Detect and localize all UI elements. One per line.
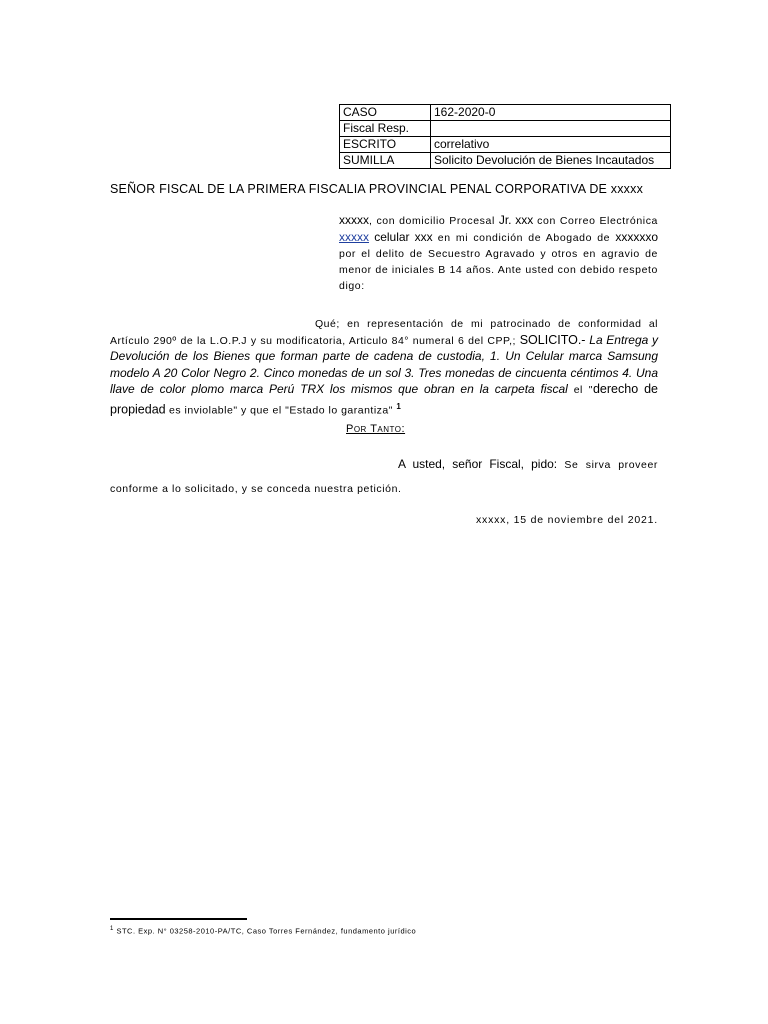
request-text: es inviolable" y que el "Estado lo garantiza" [165, 404, 393, 416]
case-field-value: Solicito Devolución de Bienes Incautados [431, 153, 671, 169]
intro-phone: celular xxx [374, 230, 433, 244]
petition-paragraph [110, 452, 658, 501]
email-link[interactable]: xxxxx [339, 230, 369, 244]
request-text-block [110, 317, 658, 419]
case-info-table [339, 104, 671, 169]
intro-address: Jr. xxx [498, 213, 534, 227]
case-field-value: correlativo [431, 137, 671, 153]
footnote-number: 1 [110, 926, 114, 932]
footnote-divider [110, 918, 247, 920]
request-text: el " [567, 384, 593, 396]
case-field-value [431, 121, 671, 137]
case-field-label: SUMILLA [340, 153, 431, 169]
property-right: derecho de propiedad [110, 382, 658, 416]
case-table-row [340, 121, 671, 137]
case-field-label: ESCRITO [340, 137, 431, 153]
intro-name: xxxxx [339, 213, 369, 227]
case-table-row [340, 137, 671, 153]
case-field-label: Fiscal Resp. [340, 121, 431, 137]
footnote [110, 926, 416, 936]
intro-text: por el delito de Secuestro Agravado y otros en agravio de menor de iniciales B 14 años. Ante usted con debido respeto digo: [339, 248, 658, 292]
petition-text: Se sirva proveer conforme a lo solicitado, y se conceda nuestra petición. [110, 459, 658, 495]
intro-paragraph [339, 212, 658, 294]
solicito-label: SOLICITO.- [519, 332, 586, 347]
date-line: xxxxx, 15 de noviembre del 2021. [475, 514, 658, 526]
request-paragraph [110, 317, 658, 419]
case-field-value: 162-2020-0 [431, 105, 671, 121]
request-text: Qué; en representación de mi patrocinado de conformidad al Artículo 290º de la L.O.P.J y su modificatoria, Articulo 84° numeral 6 del CPP,; [110, 318, 658, 347]
addressee-line: SEÑOR FISCAL DE LA PRIMERA FISCALIA PROVINCIAL PENAL CORPORATIVA DE xxxxx [110, 182, 644, 196]
petition-block [110, 452, 658, 501]
petition-lead: A usted, señor Fiscal, pido: [398, 457, 558, 471]
por-tanto-heading: Por Tanto: [346, 423, 406, 435]
case-field-label: CASO [340, 105, 431, 121]
intro-client: xxxxxxo [615, 230, 658, 244]
intro-text: con Correo Electrónica [533, 215, 658, 227]
intro-text: , con domicilio Procesal [369, 215, 499, 227]
footnote-text: STC. Exp. N° 03258-2010-PA/TC, Caso Torres Fernández, fundamento jurídico [116, 926, 417, 936]
request-items: La Entrega y Devolución de los Bienes que forman parte de cadena de custodia, 1. Un Celular marca Samsung modelo A 20 Color Negro 2. Cinco monedas de un sol 3. Tres monedas de cincuenta céntimos 4. Una llave de color plomo marca Perú TRX los mismos que obran en la carpeta fiscal [110, 332, 659, 396]
case-table-row [340, 153, 671, 169]
intro-text: en mi condición de Abogado de [432, 232, 616, 244]
case-table-row [340, 105, 671, 121]
footnote-ref[interactable]: 1 [396, 401, 402, 411]
